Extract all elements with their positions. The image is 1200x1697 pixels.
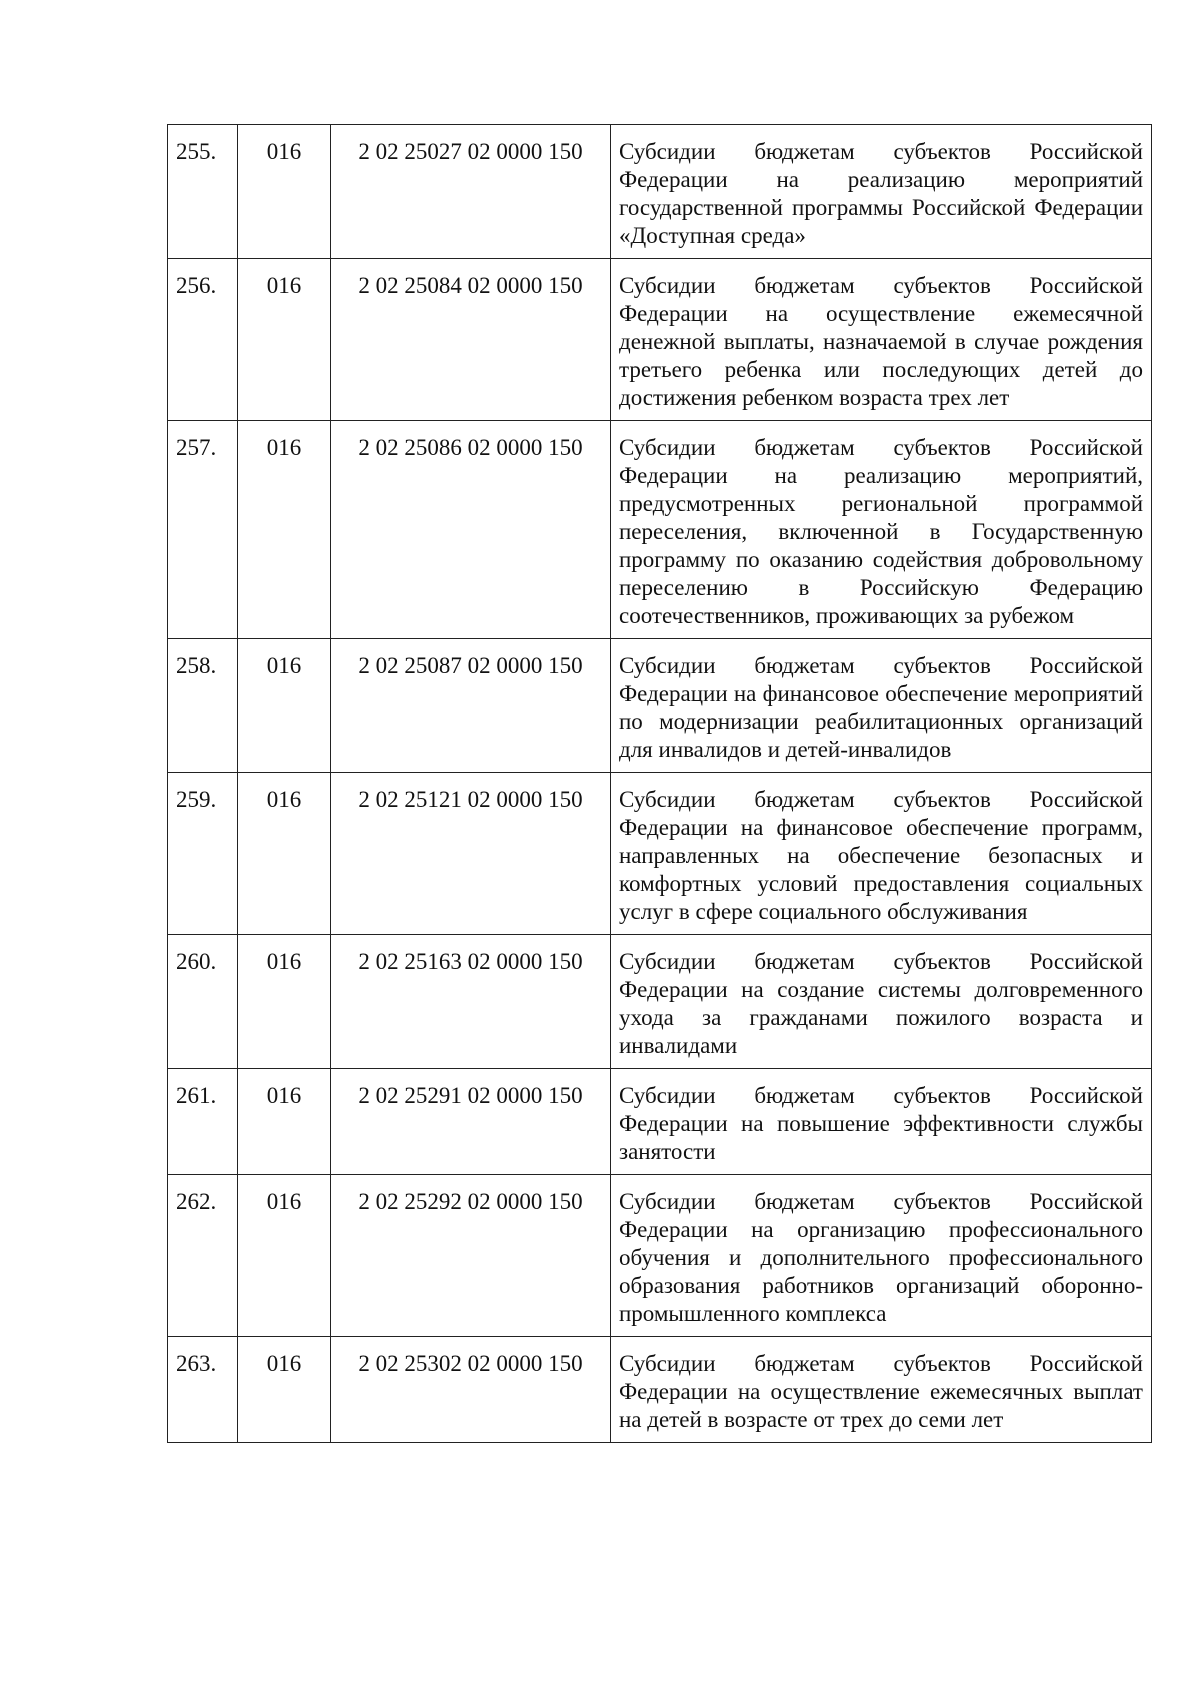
table-row — [168, 1069, 1152, 1175]
budget-classification-code: 2 02 25087 02 0000 150 — [331, 639, 611, 773]
revenue-description: Субсидии бюджетам субъектов Российской Федерации на создание системы долговременного ухода за гражданами пожилого возраста и инвалидами — [611, 935, 1152, 1069]
row-number: 261. — [168, 1069, 238, 1175]
revenue-description: Субсидии бюджетам субъектов Российской Федерации на осуществление ежемесячной денежной выплаты, назначаемой в случае рождения третьего ребенка или последующих детей до достижения ребенком возраста трех лет — [611, 259, 1152, 421]
budget-classification-code: 2 02 25027 02 0000 150 — [331, 125, 611, 259]
table-row — [168, 259, 1152, 421]
admin-code: 016 — [238, 421, 331, 639]
budget-classification-code: 2 02 25084 02 0000 150 — [331, 259, 611, 421]
admin-code: 016 — [238, 1337, 331, 1443]
budget-classification-code: 2 02 25291 02 0000 150 — [331, 1069, 611, 1175]
admin-code: 016 — [238, 935, 331, 1069]
budget-classification-code: 2 02 25292 02 0000 150 — [331, 1175, 611, 1337]
row-number: 259. — [168, 773, 238, 935]
budget-classification-code: 2 02 25086 02 0000 150 — [331, 421, 611, 639]
revenue-description: Субсидии бюджетам субъектов Российской Федерации на организацию профессионального обучения и дополнительного профессионального образования работников организаций оборонно-промышленного комплекса — [611, 1175, 1152, 1337]
budget-classification-code: 2 02 25302 02 0000 150 — [331, 1337, 611, 1443]
table-row — [168, 1175, 1152, 1337]
row-number: 262. — [168, 1175, 238, 1337]
admin-code: 016 — [238, 1069, 331, 1175]
table-row — [168, 421, 1152, 639]
budget-classification-code: 2 02 25121 02 0000 150 — [331, 773, 611, 935]
table-row — [168, 1337, 1152, 1443]
row-number: 263. — [168, 1337, 238, 1443]
table-row — [168, 125, 1152, 259]
revenue-description: Субсидии бюджетам субъектов Российской Федерации на повышение эффективности службы занятости — [611, 1069, 1152, 1175]
row-number: 260. — [168, 935, 238, 1069]
row-number: 256. — [168, 259, 238, 421]
revenue-description: Субсидии бюджетам субъектов Российской Федерации на финансовое обеспечение мероприятий по модернизации реабилитационных организаций для инвалидов и детей-инвалидов — [611, 639, 1152, 773]
admin-code: 016 — [238, 259, 331, 421]
budget-classification-code: 2 02 25163 02 0000 150 — [331, 935, 611, 1069]
row-number: 255. — [168, 125, 238, 259]
table-row — [168, 935, 1152, 1069]
revenue-description: Субсидии бюджетам субъектов Российской Федерации на осуществление ежемесячных выплат на детей в возрасте от трех до семи лет — [611, 1337, 1152, 1443]
row-number: 257. — [168, 421, 238, 639]
budget-revenue-table — [167, 124, 1152, 1443]
admin-code: 016 — [238, 1175, 331, 1337]
table-row — [168, 639, 1152, 773]
admin-code: 016 — [238, 773, 331, 935]
admin-code: 016 — [238, 125, 331, 259]
revenue-description: Субсидии бюджетам субъектов Российской Федерации на финансовое обеспечение программ, направленных на обеспечение безопасных и комфортных условий предоставления социальных услуг в сфере социального обслуживания — [611, 773, 1152, 935]
table-row — [168, 773, 1152, 935]
admin-code: 016 — [238, 639, 331, 773]
revenue-description: Субсидии бюджетам субъектов Российской Федерации на реализацию мероприятий государственной программы Российской Федерации «Доступная среда» — [611, 125, 1152, 259]
row-number: 258. — [168, 639, 238, 773]
revenue-description: Субсидии бюджетам субъектов Российской Федерации на реализацию мероприятий, предусмотренных региональной программой переселения, включенной в Государственную программу по оказанию содействия добровольному переселению в Российскую Федерацию соотечественников, проживающих за рубежом — [611, 421, 1152, 639]
